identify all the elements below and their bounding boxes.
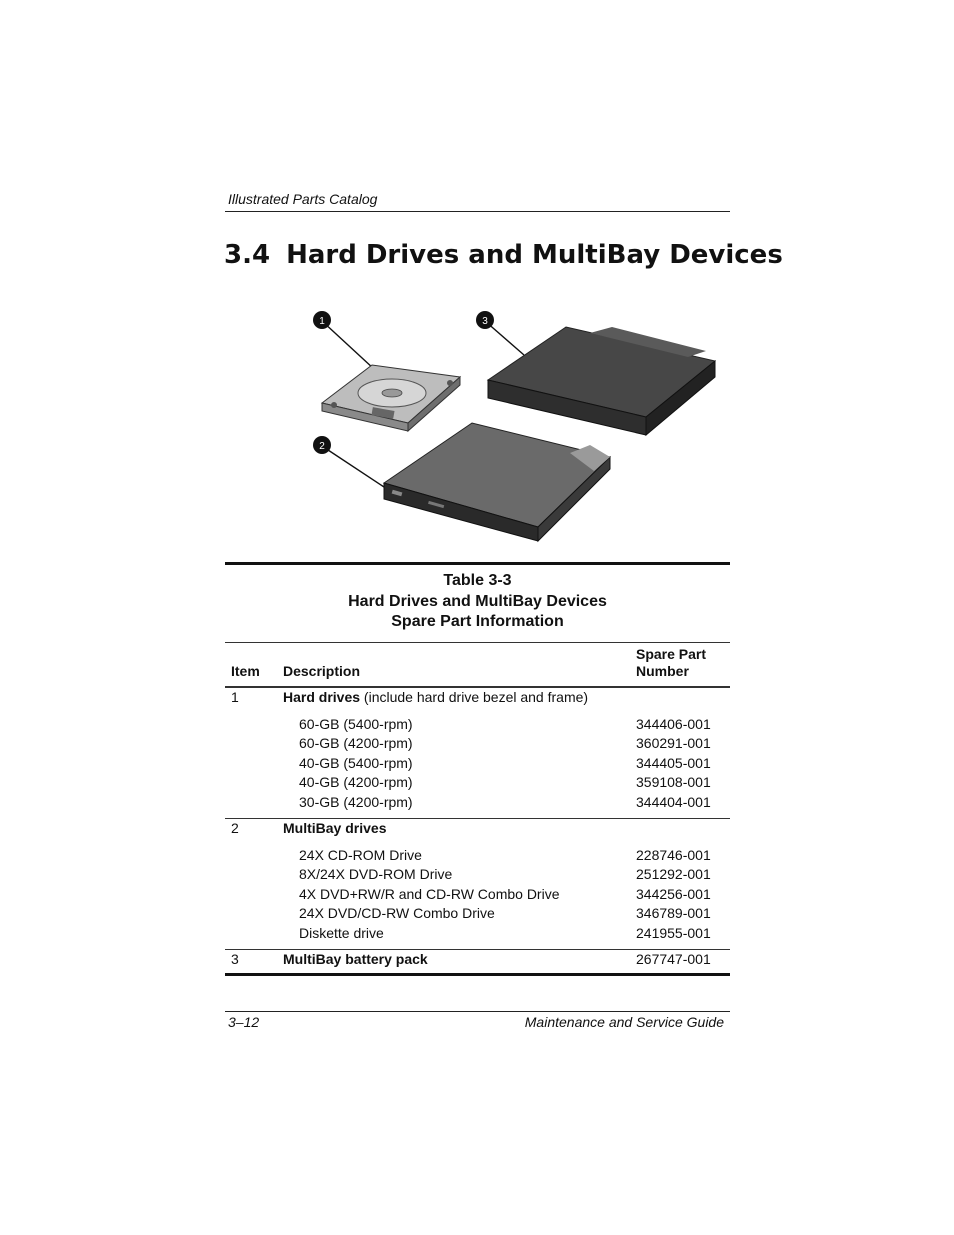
group-item-number: 3 [231, 951, 239, 967]
group-title: MultiBay drives [283, 820, 387, 836]
group-title [283, 689, 588, 705]
part-description: 60-GB (5400-rpm) [299, 716, 413, 732]
part-description: 30-GB (4200-rpm) [299, 794, 413, 810]
footer-rule [225, 1011, 730, 1012]
group-title-note: (include hard drive bezel and frame) [360, 689, 589, 705]
group-divider [225, 949, 730, 950]
callout-2 [313, 436, 384, 487]
group-title-text: Hard drives [283, 689, 361, 705]
group-item-number: 1 [231, 689, 239, 705]
table-number: Table 3-3 [443, 572, 512, 589]
part-number: 228746-001 [636, 847, 711, 863]
group-divider [225, 818, 730, 819]
part-number: 360291-001 [636, 735, 711, 751]
part-description: 40-GB (4200-rpm) [299, 774, 413, 790]
callout-1 [313, 311, 374, 369]
part-description: 40-GB (5400-rpm) [299, 755, 413, 771]
guide-title: Maintenance and Service Guide [524, 1014, 724, 1030]
table-bottom-rule [225, 973, 730, 976]
part-number: 251292-001 [636, 866, 711, 882]
page-number: 3–12 [228, 1014, 260, 1030]
table-top-rule [225, 562, 730, 565]
callout-1-label: 1 [319, 316, 325, 327]
drives-illustration [300, 305, 730, 550]
part-description: 60-GB (4200-rpm) [299, 735, 413, 751]
part-description: 24X CD-ROM Drive [299, 847, 422, 863]
hard-drive-image [322, 365, 460, 431]
table-title: Hard Drives and MultiBay Devices [348, 593, 607, 610]
part-number: 344406-001 [636, 716, 711, 732]
part-number: 241955-001 [636, 925, 711, 941]
part-description: 8X/24X DVD-ROM Drive [299, 866, 453, 882]
part-description: 24X DVD/CD-RW Combo Drive [299, 905, 495, 921]
caption-rule [225, 642, 730, 643]
section-title [224, 240, 783, 270]
column-header-item: Item [231, 663, 260, 679]
section-number: 3.4 [224, 240, 271, 270]
part-number: 359108-001 [636, 774, 711, 790]
callout-2-label: 2 [319, 441, 325, 452]
part-description: Diskette drive [299, 925, 384, 941]
column-header-spare-part-line2: Number [636, 663, 689, 679]
callout-3 [476, 311, 524, 355]
callout-3-label: 3 [482, 316, 488, 327]
column-header-spare-part-line1: Spare Part [636, 646, 707, 662]
part-number: 344256-001 [636, 886, 711, 902]
table-subtitle: Spare Part Information [391, 613, 564, 630]
header-rule [225, 211, 730, 212]
group-item-number: 2 [231, 820, 239, 836]
section-title-text: Hard Drives and MultiBay Devices [286, 240, 783, 270]
header-rule-bottom [225, 686, 730, 688]
group-title: MultiBay battery pack [283, 951, 428, 967]
part-description: 4X DVD+RW/R and CD-RW Combo Drive [299, 886, 560, 902]
part-number: 344404-001 [636, 794, 711, 810]
battery-pack-image [488, 327, 715, 435]
part-number: 344405-001 [636, 755, 711, 771]
part-number: 346789-001 [636, 905, 711, 921]
part-number: 267747-001 [636, 951, 711, 967]
running-header: Illustrated Parts Catalog [228, 191, 378, 207]
column-header-description: Description [283, 663, 361, 679]
multibay-drive-image [384, 423, 610, 541]
